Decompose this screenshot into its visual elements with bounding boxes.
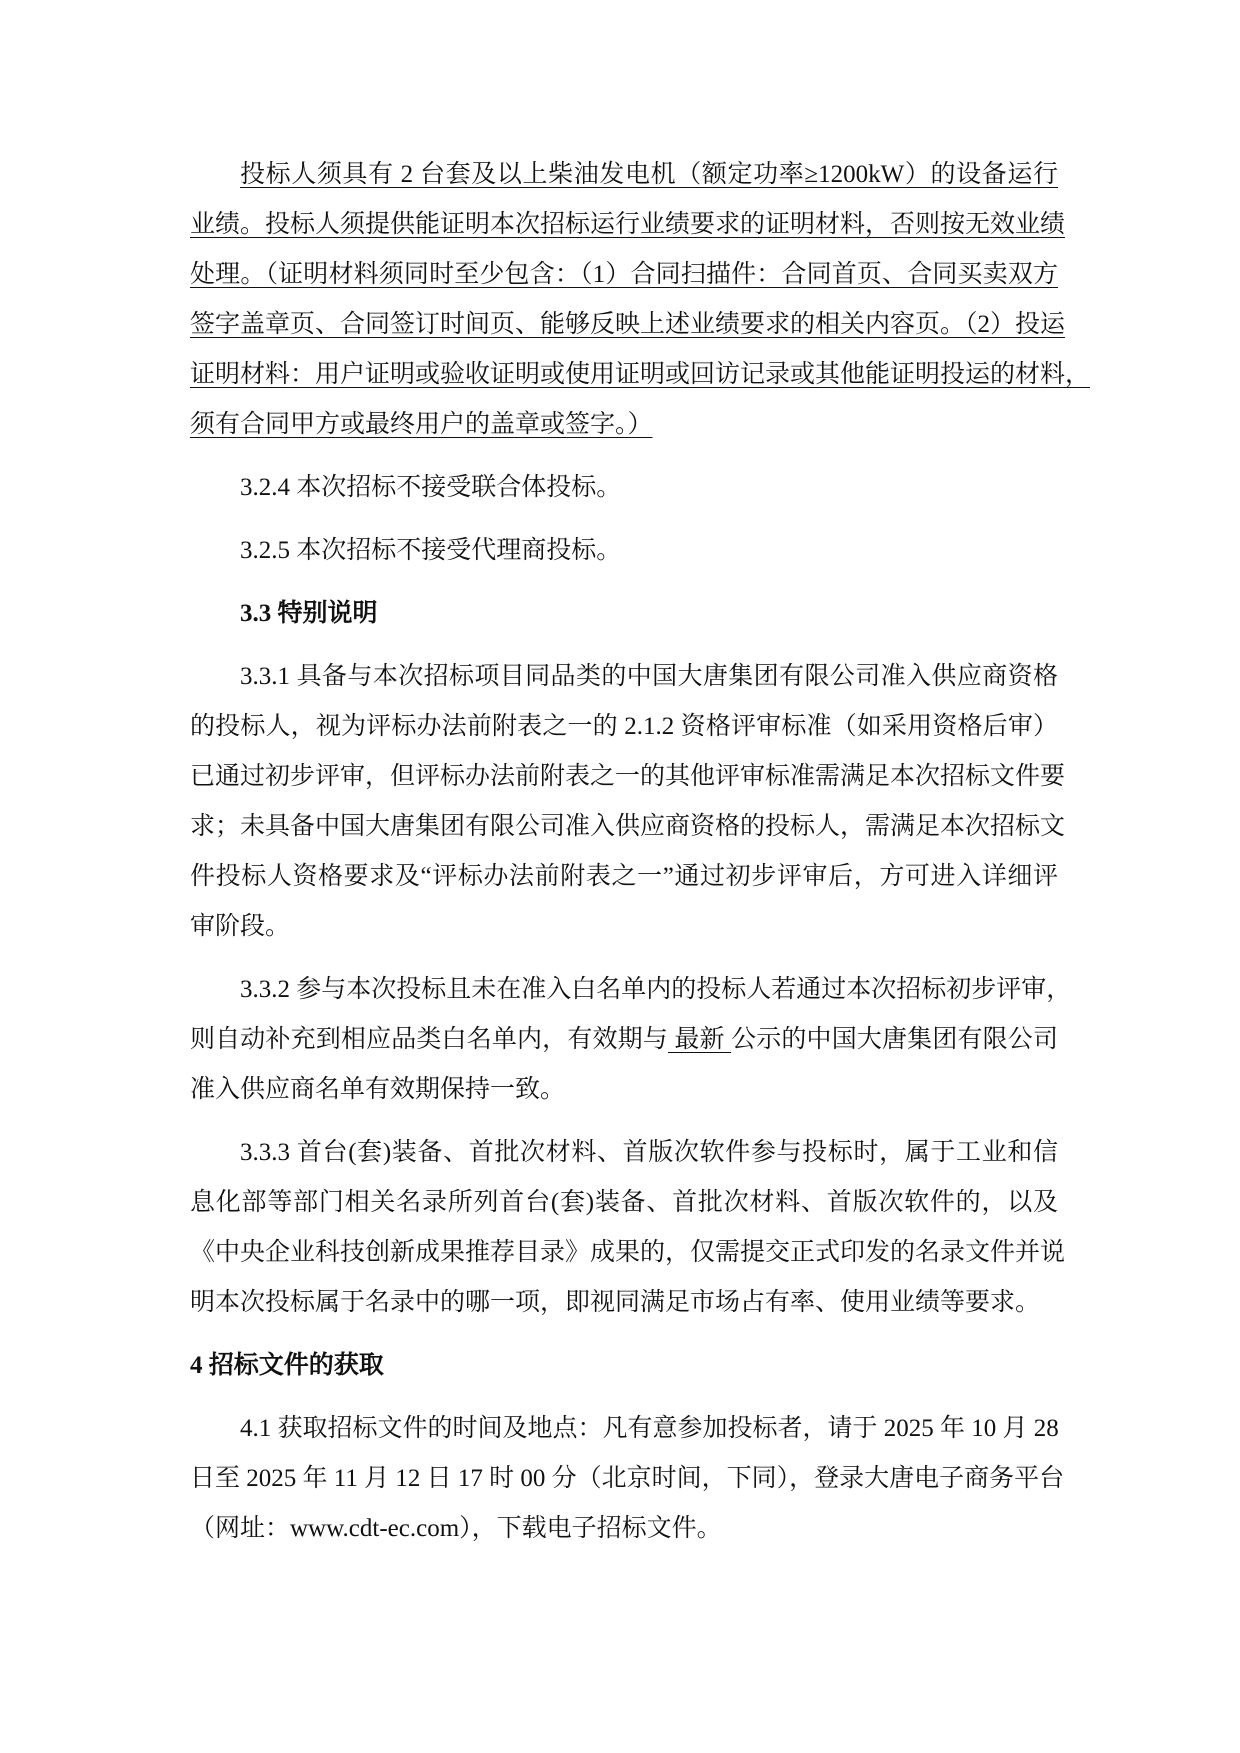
line-text: 投标人须具有 2 台套及以上柴油发电机（额定功率≥1200kW）的设备运行 [240, 161, 1058, 188]
text-line [190, 1278, 1058, 1328]
line-text: 签字盖章页、合同签订时间页、能够反映上述业绩要求的相关内容页。（2）投运 [190, 311, 1066, 338]
paragraph-clause-3-2-4 [190, 463, 1058, 513]
line-text: 3.3.1 具备与本次招标项目同品类的中国大唐集团有限公司准入供应商资格 [240, 663, 1058, 690]
text-line [190, 1404, 1058, 1454]
line-text: 3.3 特别说明 [240, 600, 378, 627]
text-line [190, 1341, 1058, 1391]
line-text: 的投标人，视为评标办法前附表之一的 2.1.2 资格评审标准（如采用资格后审） [190, 713, 1058, 740]
line-text: 公示的中国大唐集团有限公司 [731, 1026, 1058, 1053]
text-line [190, 1065, 1058, 1115]
paragraph-clause-4-1 [190, 1404, 1065, 1554]
paragraph-clause-3-2-5 [190, 526, 1058, 576]
line-text: 业绩。投标人须提供能证明本次招标运行业绩要求的证明材料，否则按无效业绩 [190, 211, 1066, 238]
text-line [190, 1454, 1065, 1504]
text-line [190, 463, 1058, 513]
line-text: 审阶段。 [190, 913, 291, 940]
line-text: 4 招标文件的获取 [190, 1352, 384, 1379]
text-line [190, 802, 1066, 852]
text-line [190, 350, 1091, 400]
line-text: 日至 2025 年 11 月 12 日 17 时 00 分（北京时间，下同），登录大唐电子商务平台 [190, 1465, 1065, 1492]
line-text: 3.3.3 首台(套)装备、首批次材料、首版次软件参与投标时，属于工业和信 [240, 1139, 1058, 1166]
line-text: 须有合同甲方或最终用户的盖章或签字。） [190, 411, 653, 438]
text-line [190, 1504, 1058, 1554]
line-text: 《中央企业科技创新成果推荐目录》成果的，仅需提交正式印发的名录文件并说 [190, 1239, 1066, 1266]
text-line [190, 250, 1058, 300]
underlined-term: 最新 [667, 1026, 732, 1053]
text-line [190, 965, 1072, 1015]
text-line [190, 200, 1066, 250]
section-heading [190, 589, 1058, 639]
text-line [190, 589, 1058, 639]
text-line [190, 1015, 1058, 1065]
text-line [190, 702, 1058, 752]
line-text: 息化部等部门相关名录所列首台(套)装备、首批次材料、首版次软件的，以及 [190, 1189, 1058, 1216]
text-line [190, 752, 1066, 802]
paragraph-clause-3-3-1 [190, 652, 1066, 952]
text-line [190, 1228, 1066, 1278]
line-text: 准入供应商名单有效期保持一致。 [190, 1076, 566, 1103]
paragraph-clause-3-3-2 [190, 965, 1072, 1115]
line-text: 3.2.4 本次招标不接受联合体投标。 [240, 474, 622, 501]
text-line [190, 400, 1058, 450]
line-text: 件投标人资格要求及“评标办法前附表之一”通过初步评审后，方可进入详细评 [190, 863, 1058, 890]
line-text: （网址：www.cdt-ec.com），下载电子招标文件。 [190, 1515, 722, 1542]
text-line [190, 1128, 1058, 1178]
line-text: 则自动补充到相应品类白名单内，有效期与 [190, 1026, 668, 1053]
line-text: 3.2.5 本次招标不接受代理商投标。 [240, 537, 622, 564]
text-line [190, 526, 1058, 576]
line-text: 证明材料：用户证明或验收证明或使用证明或回访记录或其他能证明投运的材料， [190, 361, 1091, 388]
line-text: 明本次投标属于名录中的哪一项，即视同满足市场占有率、使用业绩等要求。 [190, 1289, 1041, 1316]
line-text: 处理。（证明材料须同时至少包含：（1）合同扫描件：合同首页、合同买卖双方 [190, 261, 1058, 288]
text-line [190, 902, 1058, 952]
line-text: 4.1 获取招标文件的时间及地点：凡有意参加投标者，请于 2025 年 10 月 28 [240, 1415, 1059, 1442]
text-line [190, 300, 1066, 350]
paragraph-performance-requirement [190, 150, 1091, 450]
text-line [190, 1178, 1058, 1228]
line-text: 已通过初步评审，但评标办法前附表之一的其他评审标准需满足本次招标文件要 [190, 763, 1066, 790]
text-line [190, 150, 1058, 200]
paragraph-clause-3-3-3 [190, 1128, 1066, 1328]
line-text: 求；未具备中国大唐集团有限公司准入供应商资格的投标人，需满足本次招标文 [190, 813, 1066, 840]
text-line [190, 652, 1058, 702]
line-text: 3.3.2 参与本次投标且未在准入白名单内的投标人若通过本次招标初步评审， [240, 976, 1072, 1003]
document-page [190, 150, 1091, 1567]
text-line [190, 852, 1058, 902]
section-heading [190, 1341, 1058, 1391]
